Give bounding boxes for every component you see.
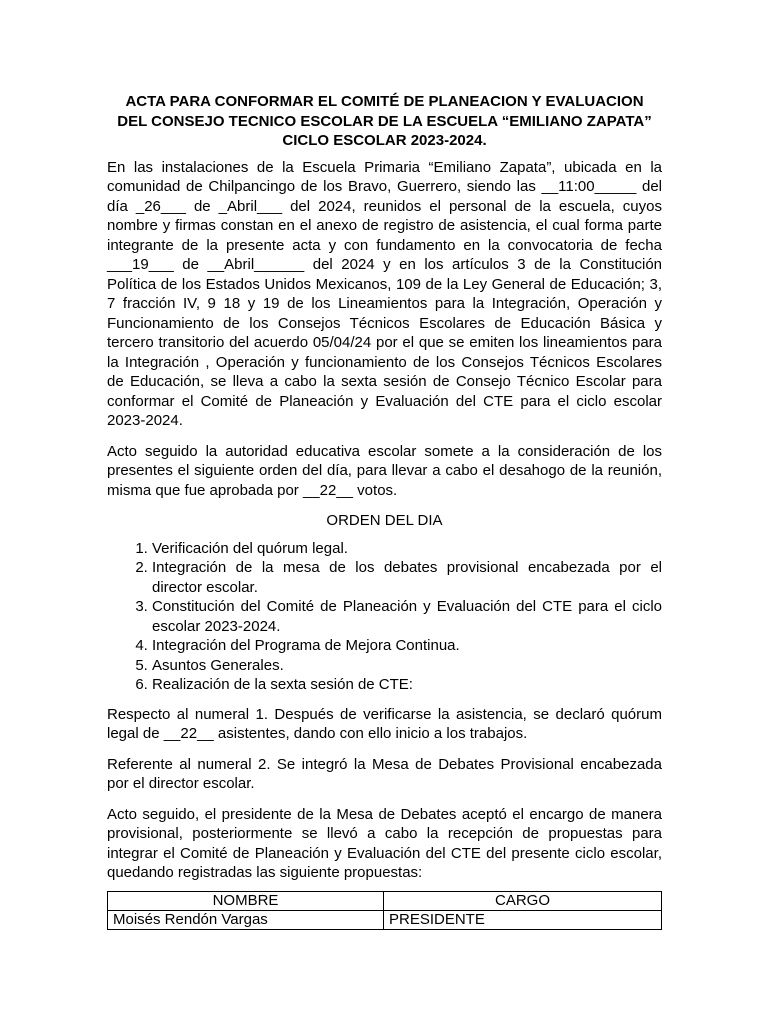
agenda-item: 5. Asuntos Generales.: [152, 656, 662, 676]
title-line-1: ACTA PARA CONFORMAR EL COMITÉ DE PLANEACION Y EVALUACION: [125, 93, 644, 110]
agenda-item: 1. Verificación del quórum legal.: [152, 539, 662, 559]
votes-count: __22__: [302, 481, 354, 499]
intro-text-4: del 2024, reunidos el personal de la escuela, cuyos nombre y firmas constan en el anexo de registro de asistencia, el cual forma parte integrante de la presente acta y con fundamento en la convocatoria de fecha: [107, 197, 662, 254]
agenda-list: [107, 539, 662, 695]
debate-table-paragraph: Referente al numeral 2. Se integró la Mesa de Debates Provisional encabezada por el director escolar.: [107, 755, 662, 792]
title-line-2: DEL CONSEJO TECNICO ESCOLAR DE LA ESCUELA “EMILIANO ZAPATA”: [117, 112, 652, 130]
agenda-item: 2. Integración de la mesa de los debates provisional encabezada por el director escolar.: [152, 558, 662, 597]
proposals-table: [107, 891, 662, 930]
approval-text-1: Acto seguido la autoridad educativa escolar somete a la consideración de los presentes el siguiente orden del día, para llevar a cabo el desahogo de la reunión, misma que fue aprobada por: [107, 442, 662, 499]
table-header-row: [108, 891, 662, 910]
cell-role: PRESIDENTE: [384, 910, 662, 929]
convocation-month: __Abril______: [207, 256, 305, 273]
document-title: [107, 92, 662, 151]
proposals-paragraph: Acto seguido, el presidente de la Mesa de Debates aceptó el encargo de manera provisional, posteriormente se llevó a cabo la recepción de propuestas para integrar el Comité de Planeación y Evaluación del CTE del presente ciclo escolar, quedando registradas las siguiente propuestas:: [107, 805, 662, 881]
intro-paragraph: [107, 158, 662, 431]
intro-text-5: de: [173, 256, 208, 273]
intro-text-2: del día: [107, 178, 663, 215]
intro-text-6: del 2024 y en los artículos 3 de la Constitución Política de los Estados Unidos Mexicanos, 109 de la Ley General de Educación; 3, 7 fracción IV, 9 18 y 19 de los Lineamientos para la Integración, Operación y Funcionamiento de los Consejos Técnicos Escolares de Educación Básica y tercero transitorio del acuerdo 05/04/24 por el que se emiten los lineamientos para la Integración , Operación y funcionamiento de los Consejos Técnicos Escolares de Educación, se lleva a cabo la sexta sesión de Consejo Técnico Escolar para conformar el Comité de Planeación y Evaluación del CTE para el ciclo escolar 2023-2024.: [107, 256, 662, 429]
meeting-hour: __11:00_____: [541, 178, 637, 195]
meeting-day: _26___: [135, 197, 186, 215]
agenda-item: 3. Constitución del Comité de Planeación y Evaluación del CTE para el ciclo escolar 2023-2024.: [152, 597, 662, 636]
table-row: [108, 910, 662, 929]
convocation-day: ___19___: [107, 256, 174, 273]
quorum-paragraph: Respecto al numeral 1. Después de verificarse la asistencia, se declaró quórum legal de __22__ asistentes, dando con ello inicio a los trabajos.: [107, 705, 662, 742]
intro-text-1: En las instalaciones de la Escuela Primaria “Emiliano Zapata”, ubicada en la comunidad de Chilpancingo de los Bravo, Guerrero, siendo las: [107, 158, 662, 195]
approval-paragraph: [107, 442, 662, 501]
title-line-3: CICLO ESCOLAR 2023-2024.: [282, 132, 487, 149]
approval-text-2: votos.: [353, 481, 398, 499]
column-header-role: CARGO: [384, 891, 662, 910]
cell-name: Moisés Rendón Vargas: [108, 910, 384, 929]
agenda-item: 6. Realización de la sexta sesión de CTE:: [152, 675, 662, 695]
agenda-heading: ORDEN DEL DIA: [326, 512, 443, 529]
agenda-item: 4. Integración del Programa de Mejora Continua.: [152, 636, 662, 656]
intro-text-3: de: [185, 197, 219, 215]
column-header-name: NOMBRE: [108, 891, 384, 910]
meeting-month: _Abril___: [218, 197, 283, 215]
